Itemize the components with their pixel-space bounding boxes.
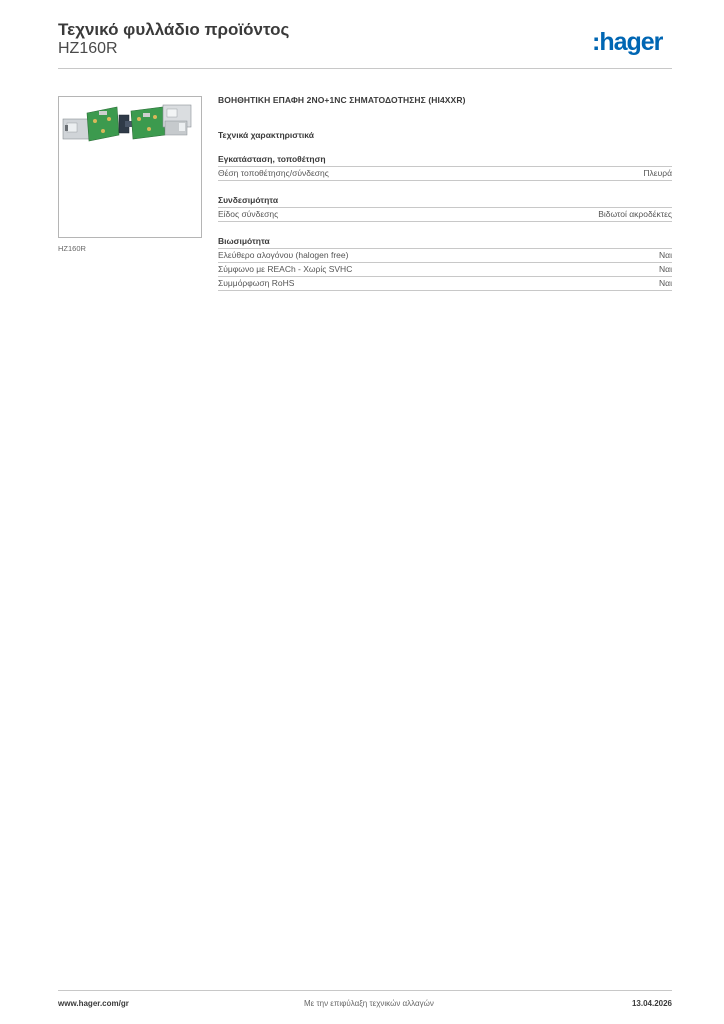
header-title: Τεχνικό φυλλάδιο προϊόντος [58,20,290,39]
spec-row [218,276,672,291]
spec-row [218,166,672,181]
footer-date: 13.04.2026 [631,999,672,1008]
footer-divider [58,990,672,991]
spec-label: Είδος σύνδεσης [218,209,279,219]
product-image [58,96,202,238]
hager-logo-text: :hager [592,28,663,56]
footer-website-link[interactable]: www.hager.com/gr [58,999,129,1008]
spec-value: Βιδωτοί ακροδέκτες [598,209,672,219]
product-illustration [59,97,201,237]
spec-label: Σύμφωνο με REACh - Χωρίς SVHC [218,264,353,274]
product-details [218,95,672,291]
spec-label: Ελεύθερο αλογόνου (halogen free) [218,250,349,260]
hager-logo [592,28,676,58]
spec-row [218,248,672,262]
footer-disclaimer: Με την επιφύλαξη τεχνικών αλλαγών [304,999,434,1008]
product-code: HZ160R [58,40,118,57]
spec-group-title: Βιωσιμότητα [218,236,270,246]
header-divider [58,68,672,69]
spec-value: Ναι [659,278,672,288]
spec-value: Ναι [659,264,672,274]
spec-label: Θέση τοποθέτησης/σύνδεσης [218,168,329,178]
spec-row [218,207,672,222]
product-description: ΒΟΗΘΗΤΙΚΗ ΕΠΑΦΗ 2NO+1NC ΣΗΜΑΤΟΔΟΤΗΣΗΣ (HI4XXR) [218,95,466,105]
section-title: Τεχνικά χαρακτηριστικά [218,130,314,140]
spec-label: Συμμόρφωση RoHS [218,278,295,288]
spec-value: Ναι [659,250,672,260]
spec-group-installation [218,154,672,181]
spec-group-title: Εγκατάσταση, τοποθέτηση [218,154,326,164]
spec-group-title: Συνδεσιμότητα [218,195,279,205]
spec-group-connectivity [218,195,672,222]
spec-value: Πλευρά [643,168,672,178]
spec-group-sustainability [218,236,672,291]
image-caption: HZ160R [58,244,86,253]
spec-row [218,262,672,276]
